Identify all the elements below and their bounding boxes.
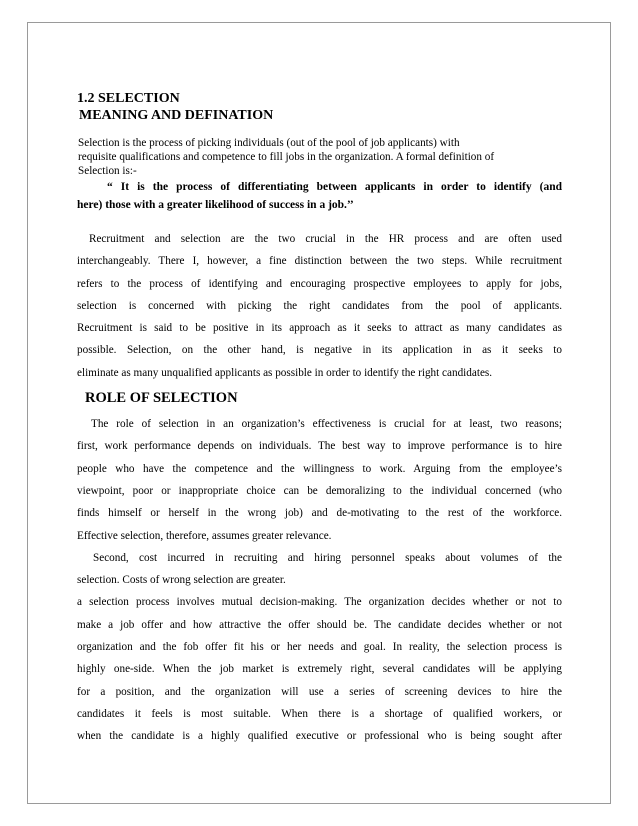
quote-line: “ It is the process of differentiating between applicants in order to identify (and — [107, 181, 562, 193]
paragraph-line: Recruitment and selection are the two crucial in the HR process and are often used — [89, 233, 562, 245]
intro-line: Selection is the process of picking individuals (out of the pool of job applicants) with — [78, 137, 460, 149]
document-body — [77, 90, 562, 748]
intro-line: Selection is:- — [78, 165, 137, 177]
paragraph-line: highly one-side. When the job market is extremely right, several candidates will be applying — [77, 663, 562, 676]
paragraph-line: selection. Costs of wrong selection are greater. — [77, 574, 286, 587]
paragraph-line: refers to the process of identifying and encouraging prospective employees to apply for jobs, — [77, 277, 562, 290]
intro-paragraph — [78, 136, 562, 178]
paragraph-line: people who have the competence and the willingness to work. Arguing from the employee’s — [77, 462, 562, 475]
recruitment-paragraph — [77, 228, 562, 384]
paragraph-line: finds himself or herself in the wrong job) and de-motivating to the rest of the workforce. — [77, 507, 562, 520]
intro-line: requisite qualifications and competence to fill jobs in the organization. A formal definition of — [78, 151, 495, 163]
paragraph-line: viewpoint, poor or inappropriate choice can be demoralizing to the individual concerned (who — [77, 484, 562, 497]
subsection-heading: MEANING AND DEFINATION — [79, 108, 274, 123]
paragraph-line: Second, cost incurred in recruiting and hiring personnel speaks about volumes of the — [93, 551, 562, 564]
section-heading: 1.2 SELECTION — [77, 91, 180, 106]
paragraph-line: Recruitment is said to be positive in its approach as it seeks to attract as many candidates as — [77, 322, 562, 335]
paragraph-line: a selection process involves mutual decision-making. The organization decides whether or not to — [77, 596, 562, 609]
paragraph-line: eliminate as many unqualified applicants as possible in order to identify the right candidates. — [77, 366, 493, 379]
paragraph-line: make a job offer and how attractive the offer should be. The candidate decides whether or not — [77, 618, 562, 631]
paragraph-line: The role of selection in an organization’s effectiveness is crucial for at least, two reasons; — [91, 418, 562, 431]
role-paragraph — [77, 413, 562, 747]
paragraph-line: interchangeably. There I, however, a fine distinction between the two steps. While recruitment — [77, 255, 562, 268]
paragraph-line: first, work performance depends on individuals. The best way to improve performance is to hire — [77, 440, 562, 453]
quote-line: here) those with a greater likelihood of success in a job.’’ — [77, 199, 354, 211]
paragraph-line: for a position, and the organization will use a series of screening devices to hire the — [77, 685, 562, 698]
paragraph-line: candidates it feels is most suitable. When there is a shortage of qualified workers, or — [77, 707, 562, 720]
role-heading: ROLE OF SELECTION — [85, 390, 238, 407]
paragraph-line: Effective selection, therefore, assumes greater relevance. — [77, 529, 332, 542]
paragraph-line: possible. Selection, on the other hand, is negative in its application in as it seeks to — [77, 344, 562, 357]
definition-quote — [77, 178, 562, 214]
paragraph-line: when the candidate is a highly qualified executive or professional who is being sought after — [77, 730, 562, 743]
paragraph-line: organization and the fob offer fit his or her needs and goal. In reality, the selection process is — [77, 641, 562, 654]
paragraph-line: selection is concerned with picking the right candidates from the pool of applicants. — [77, 299, 562, 312]
